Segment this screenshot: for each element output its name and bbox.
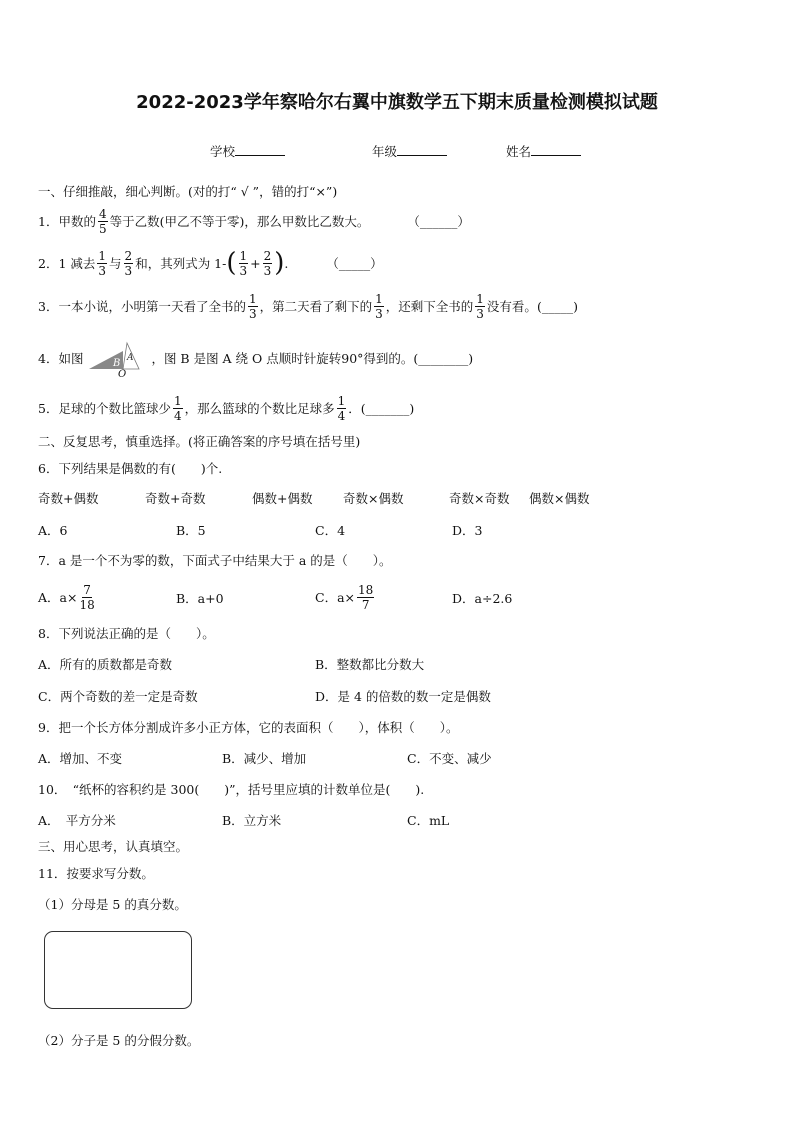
q2-expr-fraction-2: $\frac{2}{3}$ — [263, 248, 272, 278]
q7-stem: 7．a 是一个不为零的数，下面式子中结果大于 a 的是（ ）。 — [38, 553, 392, 568]
q3-mid2: ，还剩下全书的 — [385, 299, 474, 314]
q7-option-d[interactable]: D．a÷2.6 — [452, 591, 513, 606]
q2-pre: 2．1 减去 — [38, 256, 96, 271]
q5-fraction-2: $\frac{1}{4}$ — [337, 393, 346, 423]
question-2 — [38, 246, 383, 280]
section3-heading: 三、用心思考，认真填空。 — [38, 839, 189, 854]
q7-option-a-prefix: A．a× — [38, 590, 78, 605]
label-o: O — [118, 369, 127, 377]
question-5 — [38, 390, 414, 426]
q1-post: 等于乙数(甲乙不等于零)，那么甲数比乙数大。 — [109, 214, 370, 229]
q4-answer[interactable]: (________) — [413, 350, 474, 366]
q7-option-c-prefix: C．a× — [315, 590, 355, 605]
q5-answer[interactable]: (_______) — [360, 400, 415, 416]
label-b: B — [113, 358, 121, 369]
q8-stem: 8．下列说法正确的是（ ）。 — [38, 626, 215, 641]
q6-item-5: 奇数×奇数 — [449, 491, 510, 506]
question-3 — [38, 288, 578, 324]
grade-label: 年级 — [372, 144, 398, 159]
page-title: 2022-2023学年察哈尔右翼中旗数学五下期末质量检测模拟试题 — [136, 92, 658, 113]
q6-option-d[interactable]: D．3 — [452, 523, 483, 538]
q10-option-b[interactable]: B．立方米 — [222, 813, 282, 828]
q2-mid2: 和，其列式为 1- — [135, 256, 227, 271]
q6-option-c[interactable]: C．4 — [315, 523, 346, 538]
q11-stem: 11．按要求写分数。 — [38, 866, 154, 881]
q3-fraction-2: $\frac{1}{3}$ — [375, 291, 383, 321]
school-label: 学校 — [210, 144, 236, 159]
q5-mid: ，那么篮球的个数比足球多 — [184, 401, 335, 416]
q9-option-c[interactable]: C．不变、减少 — [407, 751, 492, 766]
q7-option-c[interactable] — [315, 578, 376, 616]
section2-heading: 二、反复思考，慎重选择。(将正确答案的序号填在括号里) — [38, 434, 361, 449]
q2-answer[interactable]: （_____） — [326, 256, 383, 271]
q6-option-a[interactable]: A．6 — [38, 523, 68, 538]
q3-answer[interactable]: (_____) — [536, 298, 578, 314]
q3-post: 没有看。 — [486, 299, 537, 314]
rotation-figure — [85, 339, 149, 377]
name-label: 姓名 — [506, 144, 532, 159]
q1-answer[interactable]: （______） — [407, 214, 470, 229]
q2-left-paren: ( — [226, 248, 237, 278]
q9-stem: 9．把一个长方体分割成许多小正方体，它的表面积（ ），体积（ ）。 — [38, 720, 459, 735]
q6-stem: 6．下列结果是偶数的有( )个. — [38, 461, 223, 476]
section1-heading: 一、仔细推敲，细心判断。(对的打“ √ ”，错的打“×”) — [38, 184, 338, 199]
q10-option-c[interactable]: C．mL — [407, 813, 450, 828]
label-a: A — [127, 353, 134, 363]
q2-fraction-2: $\frac{2}{3}$ — [124, 248, 133, 278]
q2-mid1: 与 — [109, 256, 122, 271]
q5-fraction-1: $\frac{1}{4}$ — [173, 393, 182, 423]
q6-item-3: 偶数+偶数 — [252, 491, 313, 506]
q2-expr-fraction-1: $\frac{1}{3}$ — [239, 248, 248, 278]
q3-pre: 3．一本小说，小明第一天看了全书的 — [38, 299, 246, 314]
grade-field[interactable] — [372, 142, 447, 160]
q1-pre: 1．甲数的 — [38, 214, 96, 229]
q10-option-a[interactable]: A． 平方分米 — [38, 813, 116, 828]
q7-option-a-fraction: $\frac{7}{18}$ — [79, 582, 95, 612]
q9-option-a[interactable]: A．增加、不变 — [38, 751, 123, 766]
q6-item-1: 奇数+偶数 — [38, 491, 99, 506]
q7-option-a[interactable] — [38, 578, 97, 616]
q4-pre: 4．如图 — [38, 351, 84, 366]
question-4 — [38, 338, 473, 378]
q2-right-paren: ) — [274, 248, 285, 278]
q11-sub2: （2）分子是 5 的分假分数。 — [38, 1033, 200, 1048]
question-1 — [38, 204, 470, 238]
answer-box[interactable] — [44, 931, 192, 1009]
q3-mid1: ，第二天看了剩下的 — [259, 299, 373, 314]
q9-option-b[interactable]: B．减少、增加 — [222, 751, 307, 766]
q8-option-b[interactable]: B．整数都比分数大 — [315, 657, 425, 672]
q3-fraction-3: $\frac{1}{3}$ — [476, 291, 484, 321]
q7-option-b[interactable]: B．a+0 — [176, 591, 224, 606]
q10-stem: 10． “纸杯的容积约是 300( )”，括号里应填的计数单位是( ). — [38, 782, 425, 797]
school-field[interactable] — [210, 142, 285, 160]
q5-pre: 5．足球的个数比篮球少 — [38, 401, 171, 416]
q11-sub1: （1）分母是 5 的真分数。 — [38, 897, 187, 912]
q6-item-4: 奇数×偶数 — [343, 491, 404, 506]
q2-plus: + — [250, 255, 261, 271]
q2-fraction-1: $\frac{1}{3}$ — [98, 248, 107, 278]
q6-item-2: 奇数+奇数 — [145, 491, 206, 506]
q8-option-c[interactable]: C．两个奇数的差一定是奇数 — [38, 689, 198, 704]
q8-option-a[interactable]: A．所有的质数都是奇数 — [38, 657, 173, 672]
q6-option-b[interactable]: B．5 — [176, 523, 206, 538]
q1-fraction: $\frac{4}{5}$ — [98, 206, 107, 236]
q4-post: ，图 B 是图 A 绕 O 点顺时针旋转90°得到的。 — [151, 351, 414, 366]
q5-post: ． — [348, 401, 361, 416]
q8-option-d[interactable]: D．是 4 的倍数的数一定是偶数 — [315, 689, 491, 704]
q3-fraction-1: $\frac{1}{3}$ — [248, 291, 257, 321]
q2-dot: . — [284, 255, 289, 271]
q6-item-6: 偶数×偶数 — [529, 491, 590, 506]
q7-option-c-fraction: $\frac{18}{7}$ — [358, 582, 374, 612]
name-field[interactable] — [506, 142, 581, 160]
